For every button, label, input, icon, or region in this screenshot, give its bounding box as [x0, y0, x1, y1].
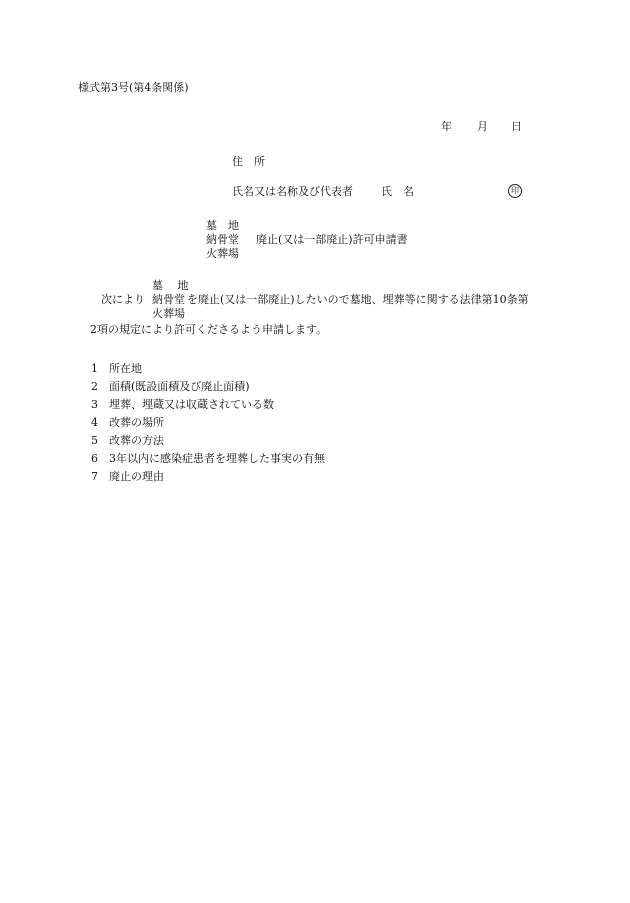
item-number: 5	[91, 434, 98, 447]
body-option-crematorium: 火葬場	[152, 307, 185, 320]
item-number: 1	[91, 362, 98, 375]
document-title: 廃止(又は一部廃止)許可申請書	[256, 233, 408, 246]
name-label: 氏 名	[381, 185, 414, 198]
item-text: 3年以内に感染症患者を埋葬した事実の有無	[109, 452, 325, 465]
body-option-ossuary: 納骨堂	[152, 293, 185, 306]
date-month-label: 月	[477, 120, 488, 133]
item-number: 7	[91, 470, 98, 483]
item-text: 所在地	[109, 362, 142, 375]
item-text: 面積(既設面積及び廃止面積)	[109, 380, 250, 393]
body-option-cemetery: 墓 地	[152, 279, 189, 292]
body-line2: 2項の規定により許可くださるよう申請します。	[90, 323, 328, 336]
body-prefix: 次により	[101, 293, 145, 306]
item-number: 4	[91, 416, 98, 429]
name-representative-label: 氏名又は名称及び代表者	[232, 185, 353, 198]
title-option-cemetery: 墓 地	[206, 219, 239, 232]
item-text: 改葬の方法	[109, 434, 164, 447]
address-label: 住 所	[232, 155, 265, 168]
date-day-label: 日	[511, 120, 522, 133]
item-number: 6	[91, 452, 98, 465]
date-year-label: 年	[441, 120, 452, 133]
item-text: 廃止の理由	[109, 470, 164, 483]
item-text: 改葬の場所	[109, 416, 164, 429]
title-option-crematorium: 火葬場	[206, 247, 239, 260]
form-number: 様式第3号(第4条関係)	[78, 81, 189, 94]
item-number: 2	[91, 380, 98, 393]
title-option-ossuary: 納骨堂	[206, 233, 239, 246]
body-line1-suffix: を廃止(又は一部廃止)したいので墓地、埋葬等に関する法律第10条第	[187, 293, 529, 306]
seal-mark: 印	[508, 184, 522, 198]
item-number: 3	[91, 398, 98, 411]
item-text: 埋葬、埋蔵又は収蔵されている数	[109, 398, 274, 411]
